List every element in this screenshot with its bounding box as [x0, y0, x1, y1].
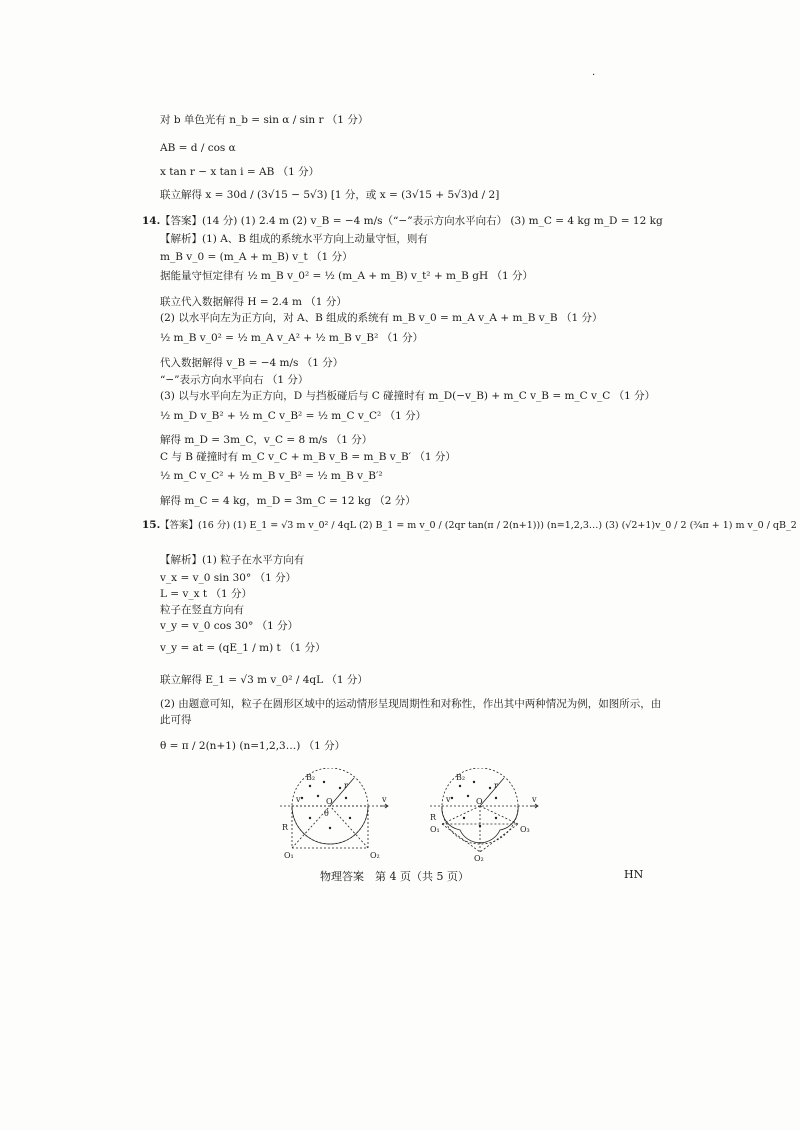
q15-number: 15. [142, 519, 161, 531]
right-radius [480, 778, 504, 806]
q14-answer-text: 【答案】(14 分) (1) 2.4 m (2) v_B = −4 m/s（“−”表示方向水平向右） (3) m_C = 4 kg m_D = 12 kg [160, 215, 663, 227]
q15-E1: 联立解得 E_1 = √3 m v_0² / 4qL （1 分） [160, 674, 368, 686]
fig-left-label-r: r [344, 781, 348, 790]
fig-right-label-v-out: v [532, 795, 537, 804]
q15-theta: θ = π / 2(n+1) (n=1,2,3…) （1 分） [160, 740, 346, 752]
fig-right-label-O2: O₂ [474, 854, 484, 863]
left-trajectory [292, 806, 368, 844]
fig-left-label-B2: B₂ [306, 773, 316, 782]
q14-md: 解得 m_D = 3m_C，v_C = 8 m/s （1 分） [160, 434, 373, 446]
fig-left-label-O2: O₂ [370, 851, 380, 860]
q14-vb: 代入数据解得 v_B = −4 m/s （1 分） [160, 357, 344, 369]
q14-part3-energy: ½ m_D v_B² + ½ m_C v_B² = ½ m_C v_C² （1 分） [160, 410, 427, 422]
q15-vx: v_x = v_0 sin 30° （1 分） [160, 572, 297, 584]
fig-left-label-v-in: v [296, 795, 301, 804]
footer-region-code: HN [624, 868, 644, 881]
stray-mark: · [592, 70, 596, 81]
right-dash-1 [442, 806, 480, 824]
q14-number: 14. [142, 215, 161, 227]
q14-height: 联立代入数据解得 H = 2.4 m （1 分） [160, 296, 347, 308]
fig-left-label-theta: θ [324, 809, 329, 818]
q15-vertical: 粒子在竖直方向有 [160, 604, 244, 616]
left-arrow [380, 804, 388, 808]
fig-right-label-r: r [494, 781, 498, 790]
q15-L: L = v_x t （1 分） [160, 588, 252, 600]
q15-vy-at: v_y = at = (qE_1 / m) t （1 分） [160, 642, 326, 654]
q14-cb-energy: ½ m_C v_C² + ½ m_B v_B² = ½ m_B v_B′² [160, 470, 383, 482]
line-xtan: x tan r − x tan i = AB （1 分） [160, 166, 320, 178]
fig-right-label-R: R [430, 813, 437, 822]
right-field-dots [451, 781, 497, 827]
fig-right-label-B2: B₂ [456, 773, 466, 782]
right-diagram [430, 768, 538, 863]
line-nb: 对 b 单色光有 n_b = sin α / sin r （1 分） [160, 114, 369, 126]
left-dash-2 [330, 806, 368, 848]
fig-left-label-R: R [282, 823, 289, 832]
fig-right-label-O1: O₁ [430, 825, 440, 834]
right-dash-2 [480, 806, 518, 824]
fig-right-label-O3: O₃ [520, 825, 530, 834]
q14-part2-energy: ½ m_B v_0² = ½ m_A v_A² + ½ m_B v_B² （1 分） [160, 332, 424, 344]
line-x-result: 联立解得 x = 30d / (3√15 − 5√3) [1 分，或 x = (3√15 + 5√3)d / 2] [160, 189, 500, 201]
q14-result: 解得 m_C = 4 kg，m_D = 3m_C = 12 kg （2 分） [160, 495, 416, 507]
q15-part2-cont: 此可得 [160, 714, 192, 726]
q15-vy: v_y = v_0 cos 30° （1 分） [160, 620, 299, 632]
q14-answer [142, 214, 663, 228]
q15-analysis-1: 【解析】(1) 粒子在水平方向有 [160, 554, 305, 566]
q14-cb-collision: C 与 B 碰撞时有 m_C v_C + m_B v_B = m_B v_B′ （1 分） [160, 451, 456, 463]
left-diagram [280, 768, 388, 860]
right-arrow [530, 804, 538, 808]
q15-answer-text: 【答案】(16 分) (1) E_1 = √3 m v_0² / 4qL (2) B_1 = m v_0 / (2qr tan(π / 2(n+1))) (n=1,2,3…) (3) (√2+1)v_0 / 2 (¾π + 1) m v_0 / qB_2 [160, 520, 797, 531]
q14-part3: (3) 以与水平向左为正方向，D 与挡板碰后与 C 碰撞时有 m_D(−v_B) + m_C v_B = m_C v_C （1 分） [160, 390, 656, 402]
page-footer: 物理答案 第 4 页（共 5 页） [320, 870, 469, 883]
q14-energy: 据能量守恒定律有 ½ m_B v_0² = ½ (m_A + m_B) v_t² + m_B gH （1 分） [160, 270, 533, 282]
q14-part2: (2) 以水平向左为正方向，对 A、B 组成的系统有 m_B v_0 = m_A v_A + m_B v_B （1 分） [160, 312, 603, 324]
q15-answer [142, 518, 797, 533]
fig-right-label-v-in: v [446, 795, 451, 804]
line-ab: AB = d / cos α [160, 142, 236, 154]
fig-left-label-O1: O₁ [284, 851, 294, 860]
fig-right-label-O: O [476, 797, 483, 806]
circle-field-figure [280, 768, 550, 863]
left-radius [330, 778, 354, 806]
q15-part2: (2) 由题意可知，粒子在圆形区域中的运动情形呈现周期性和对称性，作出其中两种情况为例，如图所示，由 [160, 698, 662, 710]
fig-left-label-v-out: v [382, 795, 387, 804]
q14-direction: “−”表示方向水平向右 （1 分） [160, 374, 309, 386]
fig-left-label-O: O [326, 797, 333, 806]
q14-momentum: m_B v_0 = (m_A + m_B) v_t （1 分） [160, 251, 353, 263]
q14-analysis-1: 【解析】(1) A、B 组成的系统水平方向上动量守恒，则有 [160, 233, 428, 245]
